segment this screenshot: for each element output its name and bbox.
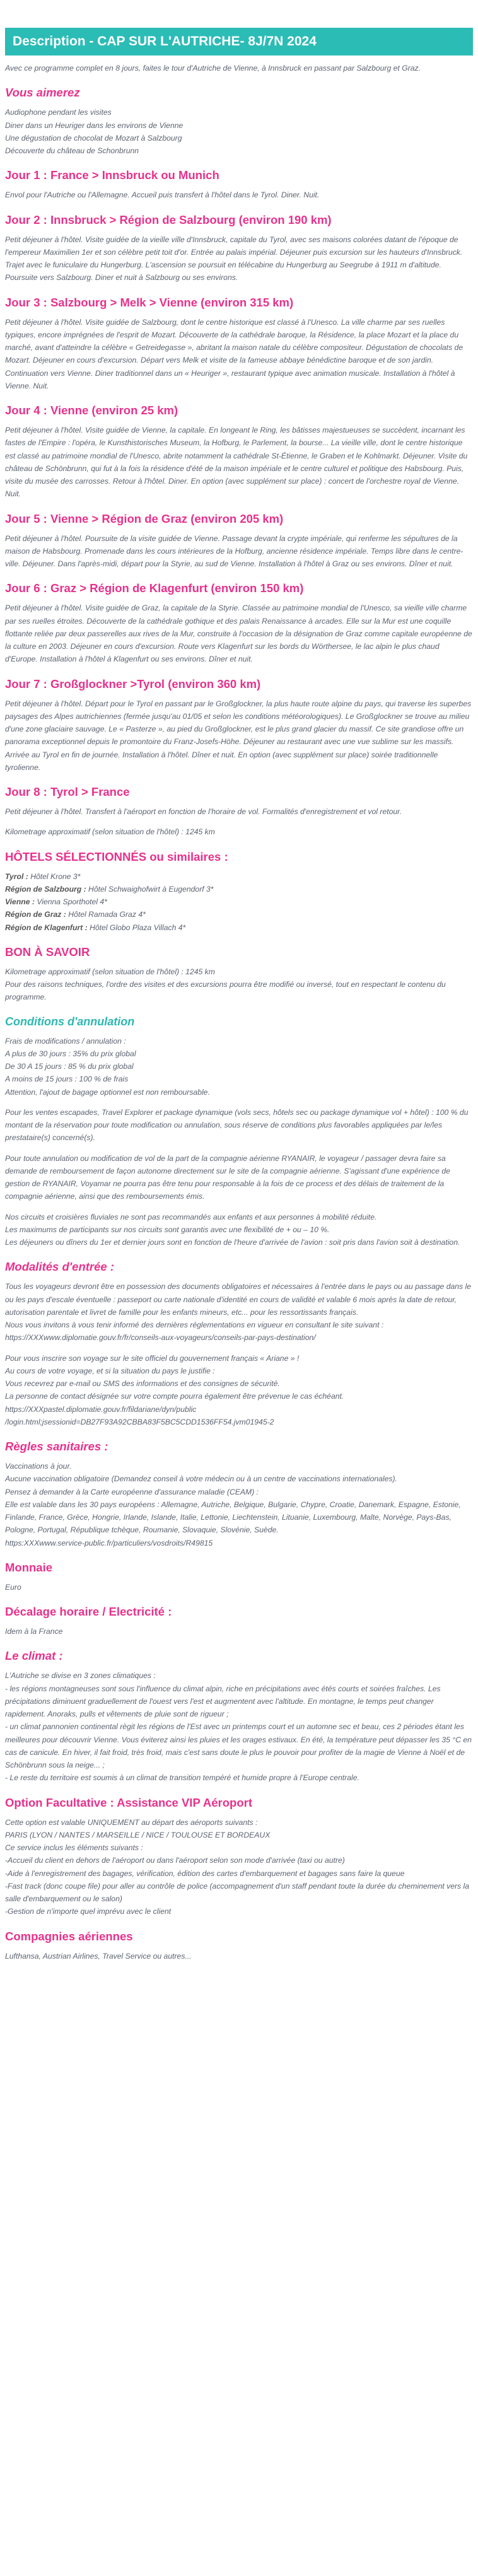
conditions-heading: Conditions d'annulation	[5, 1015, 135, 1028]
list-item: Découverte du château de Schonbrunn	[5, 146, 139, 155]
conditions-fees	[5, 1035, 473, 1099]
text-line: La personne de contact désignée sur votre compte pourra également être prévenue le cas échéant.	[5, 1392, 344, 1401]
text-line: Attention, l'ajout de bagage optionnel est non remboursable.	[5, 1087, 210, 1097]
bon-a-savoir-text	[5, 965, 473, 1004]
text-line: Elle est valable dans les 30 pays européens : Allemagne, Autriche, Belgique, Bulgarie, Chypre, Croatie, Danemark, Espagne, Estonie, Finlande, France, Grèce, Hongrie, Irlande, Islande, Italie, Lettonie, Liechtenstein, Lituanie, Luxembourg, Malte, Norvège, Pays-Bas, Pologne, Portugal, République tchèque, Roumanie, Slovaquie, Slovénie, Suède.	[5, 1500, 461, 1535]
day-5-text: Petit déjeuner à l'hôtel. Poursuite de la visite guidée de Vienne. Passage devant la crypte impériale, qui renferme les sépultures de la maison de Habsbourg. Promenade dans les cours intérieures de la Hofburg, ancienne résidence impériale. Temps libre dans le centre-ville. Déjeuner. Dans l'après-midi, départ pour la Styrie, au sud de Vienne. Installation à l'hôtel à Graz ou ses environs. Dîner et nuit.	[5, 533, 463, 568]
compagnies-heading: Compagnies aériennes	[5, 1929, 133, 1943]
text-line: Pour vous inscrire son voyage sur le site officiel du gouvernement français « Ariane » !	[5, 1353, 300, 1363]
text-line: Nous vous invitons à vous tenir informé des dernières réglementations en vigueur en consultant le site suivant :	[5, 1320, 384, 1329]
day-4-heading: Jour 4 : Vienne (environ 25 km)	[5, 404, 178, 417]
kilometrage-text: Kilometrage approximatif (selon situation de l'hôtel) : 1245 km	[5, 827, 215, 837]
day-5-heading: Jour 5 : Vienne > Région de Graz (environ 205 km)	[5, 511, 284, 525]
text-line: Au cours de votre voyage, et si la situation du pays le justifie :	[5, 1366, 215, 1375]
monnaie-text: Euro	[5, 1582, 21, 1592]
day-2-text: Petit déjeuner à l'hôtel. Visite guidée de la vieille ville d'Innsbruck, capitale du Tyrol, avec ses maisons colorées datant de l'époque de l'empereur Maximilien 1er et son célèbre petit toit d'or. Entrée au palais impérial. Déjeuner puis excursion sur les hauteurs d'Innsbruck. Trajet avec le funiculaire du Hungerburg. L'ascension se poursuit en télécabine du Hungerburg au Seegrube à 1911 m d'altitude. Poursuite vers Salzbourg. Diner et nuit à Salzbourg ou ses environs.	[5, 235, 463, 283]
day-6-text: Petit déjeuner à l'hôtel. Visite guidée de Graz, la capitale de la Styrie. Classée au patrimoine mondial de l'Unesco, sa vieille ville charme par ses ruelles étroites. Découverte de la cathédrale gothique et des palais Renaissance à arcades. Elle sur la Mur est une coquille flottante reliée par deux passerelles aux rives de la Mur, construite à l'occasion de la désignation de Graz comme capitale européenne de la culture en 2003. Déjeuner en cours d'excursion. Route vers Klagenfurt sur les bords du Wörthersee, le lac alpin le plus chaud d'Europe. Installation à l'hôtel à Klagenfurt ou ses environs. Dîner et nuit.	[5, 603, 472, 664]
text-line: Ce service inclus les éléments suivants :	[5, 1843, 143, 1852]
text-line: A plus de 30 jours : 35% du prix global	[5, 1049, 136, 1058]
day-2-heading: Jour 2 : Innsbruck > Région de Salzbourg (environ 190 km)	[5, 213, 332, 226]
hotel-name: Vienna Sporthotel 4*	[37, 897, 107, 906]
hotel-item	[5, 870, 473, 883]
day-6-heading: Jour 6 : Graz > Région de Klagenfurt (environ 150 km)	[5, 581, 304, 595]
climat-heading: Le climat :	[5, 1649, 63, 1663]
text-line: Vous recevrez par e-mail ou SMS des informations et des consignes de sécurité.	[5, 1379, 280, 1388]
day-4-text: Petit déjeuner à l'hôtel. Visite guidée de Vienne, la capitale. En longeant le Ring, les bâtisses majestueuses se succèdent, incarnant les fastes de l'Empire : l'opéra, le Kunsthistorisches Museum, la Hofburg, le Parlement, la bourse... La vieille ville, dont le centre historique est classé au patrimoine mondial de l'Unesco, abrite notamment la cathédrale St-Étienne, le Graben et le Kohlmarkt. Déjeuner. Visite du château de Schönbrunn, qui fut à la fois la résidence d'été de la maison impériale et le centre culturel et politique des Habsbourg. Puis, visite du musée des carrosses. Retour à l'hôtel. Diner. En option (avec supplément sur place) : concert de l'orchestre royal de Vienne. Nuit.	[5, 426, 468, 499]
hotels-heading: HÔTELS SÉLECTIONNÉS ou similaires :	[5, 849, 228, 863]
conditions-packages: Pour les ventes escapades, Travel Explorer et package dynamique (vols secs, hôtels sec ou package dynamique vol + hôtel) : 100 % du montant de la réservation pour toute modification ou annulation, sous réserve de conditions plus favorables appliquées par le/les prestataire(s) concerné(s).	[5, 1107, 469, 1143]
hotel-region: Vienne :	[5, 897, 35, 906]
day-3-text: Petit déjeuner à l'hôtel. Visite guidée de Salzbourg, dont le centre historique est classé à l'Unesco. La ville charme par ses ruelles typiques, encore imprégnées de l'esprit de Mozart. Découverte de la cathédrale baroque, la Résidence, la place Mozart et la place du marché, avant d'atteindre la célèbre « Getreidegasse », abritant la maison natale du célèbre compositeur. Dégustation de chocolats de Mozart. Déjeuner en cours d'excursion. Départ vers Melk et visite de la fameuse abbaye bénédictine baroque et de son jardin. Continuation vers Vienne. Diner traditionnel dans un « Heuriger », restaurant typique avec animation musicale. Installation à l'hôtel à Vienne. Nuit.	[5, 317, 463, 390]
text-line: Les déjeuners ou dîners du 1er et dernier jours sont en fonction de l'heure d'arrivée de l'avion : soit pris dans l'avion soit à destination.	[5, 1238, 460, 1247]
hotel-item	[5, 921, 473, 934]
text-line: Kilometrage approximatif (selon situation de l'hôtel) : 1245 km	[5, 967, 215, 976]
text-line: De 30 A 15 jours : 85 % du prix global	[5, 1062, 134, 1071]
conditions-ryanair: Pour toute annulation ou modification de vol de la part de la compagnie aérienne RYANAIR, le voyageur / passager devra faire sa demande de remboursement de façon autonome directement sur le site de la compagnie aérienne. S'agissant d'une expérience de gestion de RYANAIR, Voyamar ne pourra pas être tenu pour responsable à la fois de ce process et des délais de traitement de la compagnie aérienne, ainsi que des remboursements émis.	[5, 1153, 450, 1201]
text-line: Tous les voyageurs devront être en possession des documents obligatoires et nécessaires à l'entrée dans le pays ou au passage dans le ou les pays d'escale éventuelle : passeport ou carte nationale d'identité en cours de validité et valable 6 mois après la date de retour, autorisation parentale et livret de famille pour les enfants mineurs, etc... pour les ressortissants français.	[5, 1282, 471, 1317]
day-3-heading: Jour 3 : Salzbourg > Melk > Vienne (environ 315 km)	[5, 295, 294, 309]
ceam-link[interactable]: https:XXXwww.service-public.fr/particuliers/vosdroits/R49815	[5, 1538, 213, 1547]
day-1-heading: Jour 1 : France > Innsbruck ou Munich	[5, 168, 219, 182]
monnaie-heading: Monnaie	[5, 1560, 53, 1574]
text-line: - les régions montagneuses sont sous l'influence du climat alpin, riche en précipitations avec étés courts et soirées fraîches. Les précipitations diminuent graduellement de l'ouest vers l'est et augmentent avec l'altitude. En montagne, le temps peut changer rapidement. Anoraks, pulls et vêtements de pluie sont de rigueur ;	[5, 1684, 441, 1718]
hotel-name: Hôtel Ramada Graz 4*	[68, 910, 146, 919]
text-line: Vaccinations à jour.	[5, 1462, 72, 1471]
text-line: Les maximums de participants sur nos circuits sont garantis avec une flexibilité de + ou – 10 %.	[5, 1225, 330, 1234]
text-line: Aucune vaccination obligatoire (Demandez conseil à votre médecin ou à un centre de vaccinations internationales).	[5, 1474, 397, 1484]
hotel-item	[5, 908, 473, 921]
text-line: -Fast track (donc coupe file) pour aller au contrôle de police (accompagnement d'un staff pendant toute la durée du cheminement vers la salle d'embarquement ou le salon)	[5, 1881, 470, 1903]
modalites-heading: Modalités d'entrée :	[5, 1260, 114, 1274]
hotels-list	[5, 870, 473, 934]
text-line: -Gestion de n'importe quel imprévu avec le client	[5, 1907, 172, 1916]
hotel-item	[5, 883, 473, 895]
text-line: Nos circuits et croisières fluviales ne sont pas recommandés aux enfants et aux personnes à mobilité réduite.	[5, 1212, 377, 1221]
hotel-region: Région de Salzbourg :	[5, 884, 86, 894]
hotel-name: Hôtel Globo Plaza Villach 4*	[90, 923, 186, 932]
list-item: Audiophone pendant les visites	[5, 108, 112, 117]
text-line: - un climat pannonien continental règit les régions de l'Est avec un printemps court et un automne sec et beau, ces 2 périodes étant les meilleures pour découvrir Vienne. Vous éviterez ainsi les pluies et les orages estivaux. En été, la température peut dépasser les 35 °C en cas de canicule. En hiver, il fait froid, très froid, mais c'est sans doute le plus le pouvoir pour profiter de la magie de Vienne à Noël et de Schönbrunn sous la neige... ;	[5, 1722, 472, 1769]
decalage-text: Idem à la France	[5, 1627, 63, 1636]
hotel-region: Région de Klagenfurt :	[5, 923, 88, 932]
day-7-text: Petit déjeuner à l'hôtel. Départ pour le Tyrol en passant par le Großglockner, la plus haute route alpine du pays, qui traverse les superbes paysages des Alpes autrichiennes (fermée jusqu'au 01/05 et selon les conditions météorologiques). Le Großglockner se trouve au milieu d'une zone glaciaire sauvage. Le « Pasterze », au pied du Großglockner, est le plus grand glacier du massif. Ce site grandiose offre un panorama exceptionnel depuis le promontoire du Franz-Josefs-Höhe. Déjeuner au restaurant avec une vue sublime sur les massifs. Arrivée au Tyrol en fin de journée. Installation à l'hôtel. Dîner et nuit. En option (avec supplément sur place) soirée traditionnelle tyrolienne.	[5, 699, 472, 772]
bon-a-savoir-heading: BON À SAVOIR	[5, 945, 90, 959]
text-line: PARIS (LYON / NANTES / MARSEILLE / NICE / TOULOUSE ET BORDEAUX	[5, 1830, 271, 1839]
regles-heading: Règles sanitaires :	[5, 1440, 108, 1453]
text-line: -Aide à l'enregistrement des bagages, vérification, édition des cartes d'embarquement et bagages sans faire la queue	[5, 1868, 405, 1878]
day-8-text: Petit déjeuner à l'hôtel. Transfert à l'aéroport en fonction de l'horaire de vol. Formalités d'enregistrement et vol retour.	[5, 807, 402, 816]
modalites-documents	[5, 1280, 473, 1344]
option-text	[5, 1816, 473, 1918]
regles-text	[5, 1460, 473, 1549]
option-heading: Option Facultative : Assistance VIP Aéroport	[5, 1795, 253, 1809]
climat-text	[5, 1669, 473, 1784]
conditions-circuits	[5, 1211, 473, 1249]
text-line: Pensez à demander à la Carte européenne d'assurance maladie (CEAM) :	[5, 1487, 259, 1496]
page-title: Description - CAP SUR L'AUTRICHE- 8J/7N 2024	[5, 28, 473, 55]
text-line: -Accueil du client en dehors de l'aéroport ou dans l'aéroport selon son mode d'arrivée (taxi ou autre)	[5, 1856, 345, 1865]
list-item: Diner dans un Heuriger dans les environs de Vienne	[5, 120, 184, 130]
content	[0, 62, 478, 1962]
ariane-link-cont[interactable]: /login.html;jsessionid=DB27F93A92CBBA83F5BC5CDD1536FF54.jvm01945-2	[5, 1417, 274, 1426]
ariane-link[interactable]: https://XXXpastel.diplomatie.gouv.fr/fildariane/dyn/public	[5, 1404, 197, 1414]
vous-aimerez-heading: Vous aimerez	[5, 86, 80, 100]
decalage-heading: Décalage horaire / Electricité :	[5, 1605, 172, 1618]
hotel-region: Région de Graz :	[5, 910, 66, 919]
day-1-text: Envol pour l'Autriche ou l'Allemagne. Accueil puis transfert à l'hôtel dans le Tyrol. Diner. Nuit.	[5, 190, 320, 200]
day-8-heading: Jour 8 : Tyrol > France	[5, 785, 130, 798]
compagnies-text: Lufthansa, Austrian Airlines, Travel Service ou autres...	[5, 1951, 192, 1961]
text-line: - Le reste du territoire est soumis à un climat de transition tempéré et humide propre à l'Europe centrale.	[5, 1773, 359, 1783]
vous-aimerez-list	[5, 106, 473, 157]
modalites-ariane	[5, 1352, 473, 1429]
intro-text: Avec ce programme complet en 8 jours, faites le tour d'Autriche de Vienne, à Innsbruck en passant par Salzbourg et Graz.	[5, 64, 421, 73]
diplomatie-link[interactable]: https://XXXwww.diplomatie.gouv.fr/fr/conseils-aux-voyageurs/conseils-par-pays-destination/	[5, 1333, 316, 1343]
day-7-heading: Jour 7 : Großglockner >Tyrol (environ 360 km)	[5, 677, 261, 691]
hotel-name: Hôtel Krone 3*	[30, 871, 81, 881]
text-line: Pour des raisons techniques, l'ordre des visites et des excursions pourra être modifié ou inversé, tout en respectant le contenu du programme.	[5, 980, 446, 1002]
hotel-name: Hôtel Schwaighofwirt à Eugendorf 3*	[88, 884, 214, 894]
page	[0, 28, 478, 1983]
text-line: Cette option est valable UNIQUEMENT au départ des aéroports suivants :	[5, 1817, 258, 1827]
text-line: L'Autriche se divise en 3 zones climatiques :	[5, 1671, 156, 1681]
hotel-region: Tyrol :	[5, 871, 28, 881]
hotel-item	[5, 895, 473, 908]
text-line: A moins de 15 jours : 100 % de frais	[5, 1075, 129, 1084]
list-item: Une dégustation de chocolat de Mozart à Salzbourg	[5, 133, 182, 143]
text-line: Frais de modifications / annulation :	[5, 1036, 126, 1046]
